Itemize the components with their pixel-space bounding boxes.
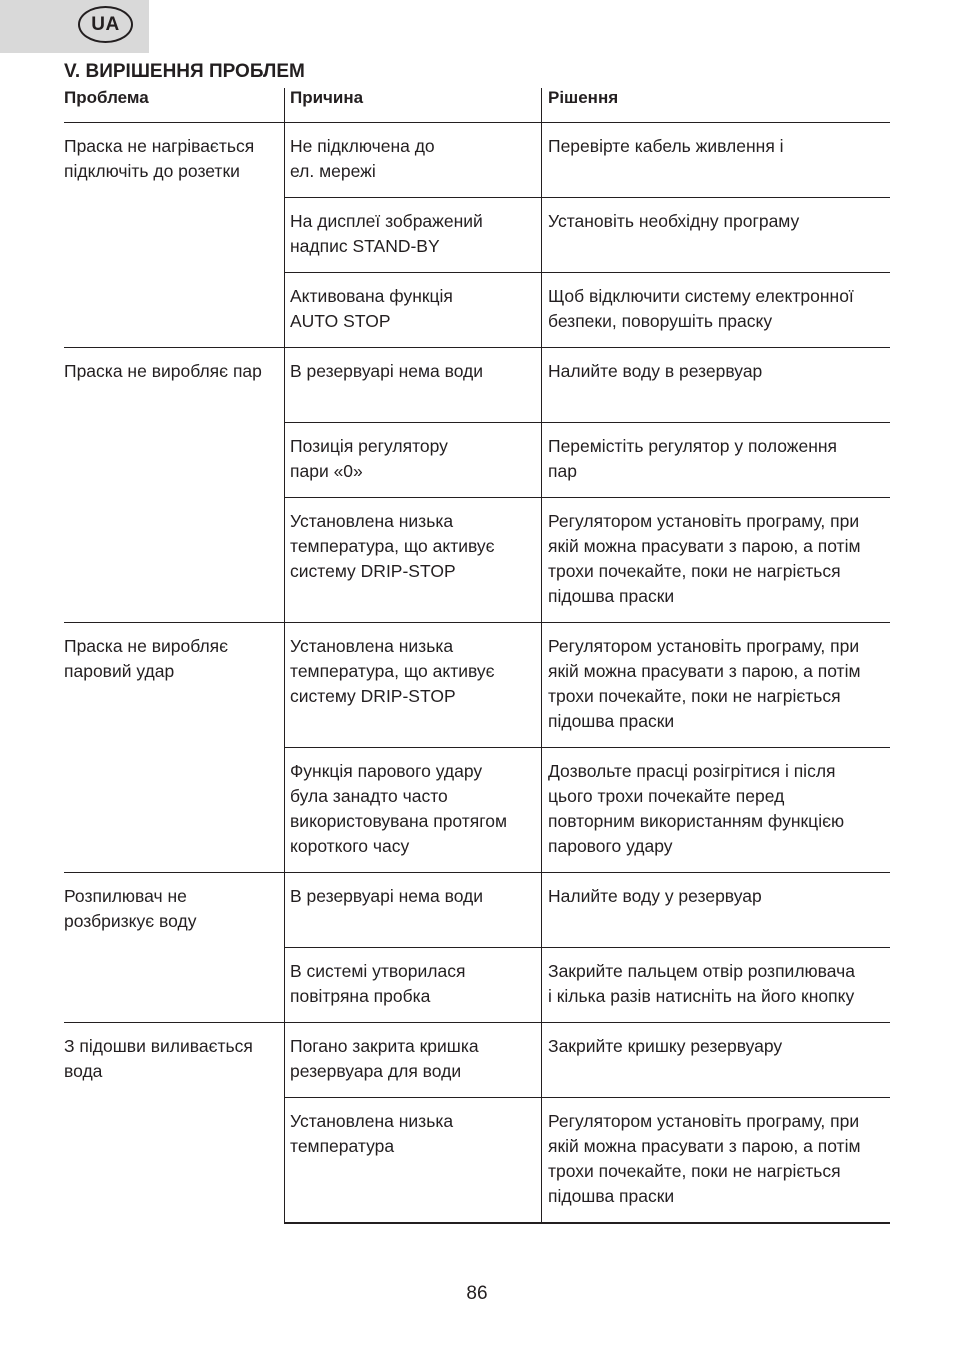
cause-cell-line: Погано закрита кришка [290,1036,479,1056]
cause-cell-line: температура [290,1136,395,1156]
cause-cell [290,134,435,184]
cause-cell-line: короткого часу [290,836,410,856]
solution-cell-line: Регулятором установіть програму, при [548,636,860,656]
solution-cell [548,959,855,1009]
solution-cell-line: Установіть необхідну програму [548,211,800,231]
solution-cell [548,134,784,159]
table-rule [284,197,890,198]
solution-cell-line: Регулятором установіть програму, при [548,1111,860,1131]
solution-cell-line: Перевірте кабель живлення і [548,136,784,156]
cause-cell-line: Позиція регулятору [290,436,448,456]
language-badge: UA [78,6,133,43]
problem-cell [64,134,254,184]
solution-cell [548,209,799,234]
header-cause: Причина [290,88,364,107]
cause-cell [290,1109,453,1159]
solution-cell-line: Закрийте кришку резервуару [548,1036,783,1056]
table-rule [284,272,890,273]
problem-cell-line: розбризкує воду [64,911,197,931]
solution-cell-line: повторним використанням функцією [548,811,845,831]
cause-cell [290,509,495,584]
solution-cell-line: трохи почекайте, поки не нагріється [548,1161,841,1181]
cause-cell-line: Активована функція [290,286,453,306]
solution-cell-line: цього трохи почекайте перед [548,786,785,806]
cause-cell-line: температура, що активує [290,661,495,681]
problem-cell-line: підключіть до розетки [64,161,240,181]
cause-cell-line: систему DRIP-STOP [290,686,456,706]
table-rule [284,497,890,498]
table-rule [284,88,285,1222]
problem-cell-line: Праска не виробляє [64,636,229,656]
cause-cell-line: Не підключена до [290,136,435,156]
cause-cell [290,209,483,259]
cause-cell-line: ел. мережі [290,161,376,181]
solution-cell-line: Щоб відключити систему електронної [548,286,854,306]
problem-cell-line: З підошви виливається [64,1036,253,1056]
problem-cell [64,634,228,684]
solution-cell [548,884,762,909]
cause-cell-line: пари «0» [290,461,363,481]
cause-cell-line: Установлена низька [290,511,454,531]
cause-cell [290,434,448,484]
solution-cell-line: трохи почекайте, поки не нагріється [548,561,841,581]
problem-cell [64,1034,253,1084]
solution-cell-line: пар [548,461,577,481]
table-rule [541,88,542,1222]
solution-cell-line: Закрийте пальцем отвір розпилювача [548,961,855,981]
solution-cell [548,434,837,484]
problem-cell-line: паровий удар [64,661,175,681]
solution-cell-line: підошва праски [548,711,675,731]
table-rule [64,347,890,348]
problem-cell-line: Праска не виробляє пар [64,361,262,381]
solution-cell-line: підошва праски [548,1186,675,1206]
problem-cell [64,884,196,934]
table-rule [284,422,890,423]
problem-cell-line: Розпилювач не [64,886,187,906]
solution-cell [548,1109,861,1209]
cause-cell-line: температура, що активує [290,536,495,556]
table-rule [64,622,890,623]
table-rule [284,1222,890,1224]
solution-cell [548,1034,782,1059]
solution-cell-line: Налийте воду в резервуар [548,361,763,381]
solution-cell-line: якій можна прасувати з парою, а потім [548,536,861,556]
section-title: V. ВИРІШЕННЯ ПРОБЛЕМ [64,61,305,82]
cause-cell [290,1034,479,1084]
solution-cell-line: безпеки, поворушіть праску [548,311,773,331]
cause-cell [290,634,495,709]
cause-cell [290,359,483,384]
solution-cell-line: підошва праски [548,586,675,606]
cause-cell-line: резервуара для води [290,1061,462,1081]
cause-cell-line: Функція парового удару [290,761,483,781]
cause-cell [290,759,507,859]
cause-cell-line: була занадто часто [290,786,448,806]
cause-cell-line: AUTO STOP [290,311,391,331]
problem-cell-line: Праска не нагрівається [64,136,255,156]
table-rule [64,122,890,123]
solution-cell-line: і кілька разів натисніть на його кнопку [548,986,855,1006]
cause-cell [290,284,453,334]
problem-cell-line: вода [64,1061,103,1081]
solution-cell [548,509,861,609]
solution-cell-line: Регулятором установіть програму, при [548,511,860,531]
cause-cell-line: систему DRIP-STOP [290,561,456,581]
header-solution: Рішення [548,88,619,107]
cause-cell-line: надпис STAND-BY [290,236,440,256]
solution-cell-line: трохи почекайте, поки не нагріється [548,686,841,706]
language-tab [0,0,149,53]
cause-cell-line: Установлена низька [290,1111,454,1131]
cause-cell-line: На дисплеї зображений [290,211,483,231]
solution-cell [548,634,861,734]
table-rule [284,747,890,748]
cause-cell-line: використовувана протягом [290,811,508,831]
cause-cell-line: Установлена низька [290,636,454,656]
table-rule [284,1097,890,1098]
problem-cell [64,359,262,384]
solution-cell [548,759,844,859]
table-rule [64,872,890,873]
cause-cell-line: В резервуарі нема води [290,886,484,906]
table-rule [284,947,890,948]
solution-cell-line: Дозвольте прасці розігрітися і після [548,761,836,781]
solution-cell [548,359,762,384]
cause-cell [290,884,483,909]
solution-cell-line: парового удару [548,836,673,856]
cause-cell-line: В резервуарі нема води [290,361,484,381]
cause-cell-line: повітряна пробка [290,986,431,1006]
solution-cell-line: якій можна прасувати з парою, а потім [548,661,861,681]
header-problem: Проблема [64,88,149,107]
solution-cell-line: Налийте воду у резервуар [548,886,762,906]
cause-cell-line: В системі утворилася [290,961,466,981]
solution-cell-line: якій можна прасувати з парою, а потім [548,1136,861,1156]
solution-cell [548,284,854,334]
table-rule [64,1022,890,1023]
solution-cell-line: Перемістіть регулятор у положення [548,436,838,456]
cause-cell [290,959,465,1009]
page-number: 86 [466,1283,488,1304]
